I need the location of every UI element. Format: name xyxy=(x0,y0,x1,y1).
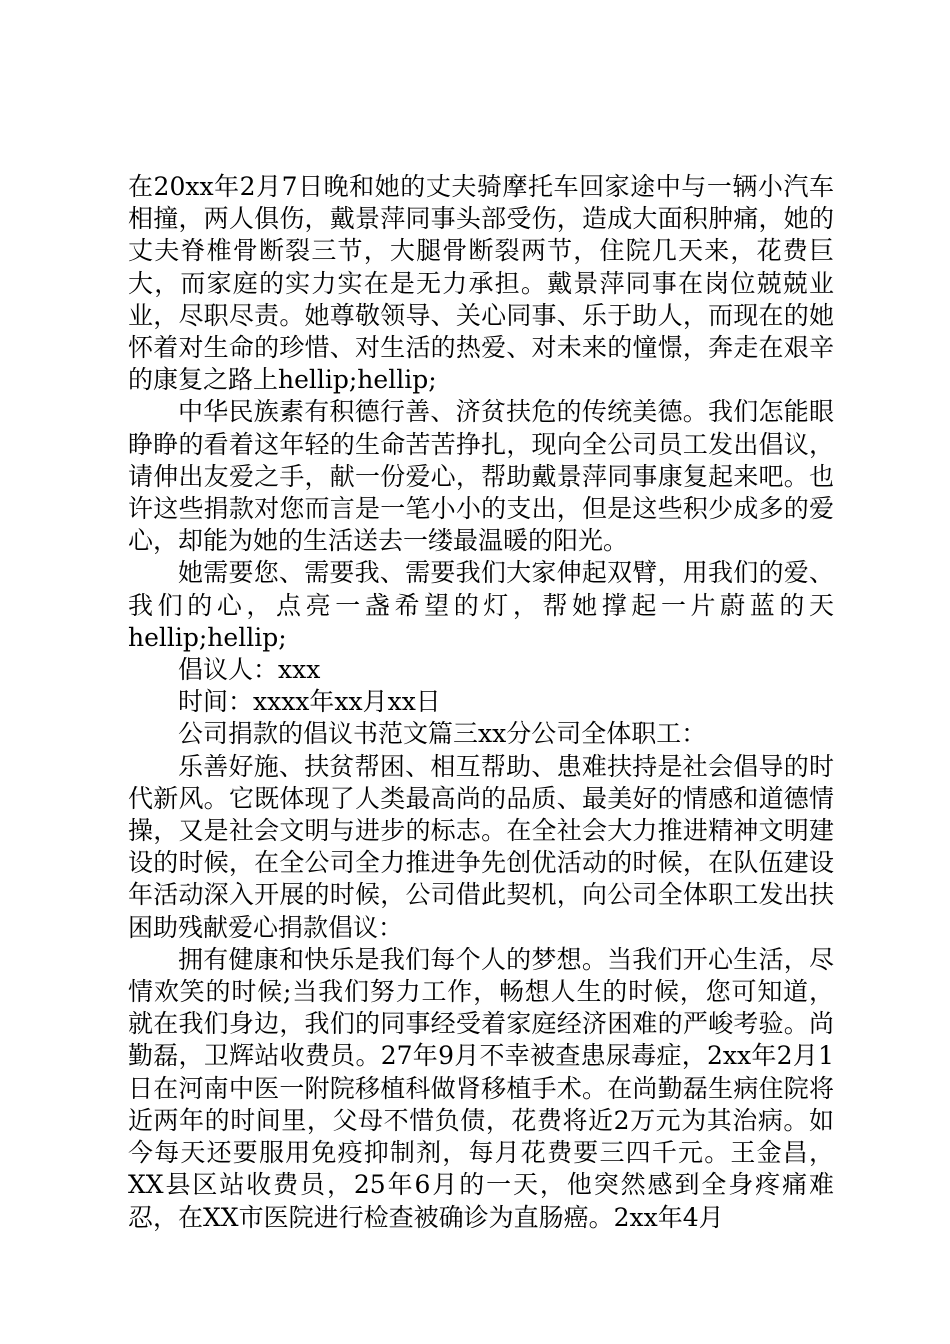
paragraph-2: 中华民族素有积德行善、济贫扶危的传统美德。我们怎能眼睁睁的看着这年轻的生命苦苦挣扎，现向全公司员工发出倡议，请伸出友爱之手，献一份爱心，帮助戴景萍同事康复起来吧。也许这些捐款对您而言是一笔小小的支出，但是这些积少成多的爱心，却能为她的生活送去一缕最温暖的阳光。 xyxy=(128,397,834,556)
date-line: 时间：xxxx年xx月xx日 xyxy=(178,687,441,717)
paragraph-8: 拥有健康和快乐是我们每个人的梦想。当我们开心生活，尽情欢笑的时候;当我们努力工作，畅想人生的时候，您可知道，就在我们身边，我们的同事经受着家庭经济困难的严峻考验。尚勤磊，卫辉站收费员。27年9月不幸被查患尿毒症，2xx年2月1日在河南中医一附院移植科做肾移植手术。在尚勤磊生病住院将近两年的时间里，父母不惜负债，花费将近2万元为其治病。如今每天还要服用免疫抑制剂，每月花费要三四千元。王金昌，XX县区站收费员，25年6月的一天，他突然感到全身疼痛难忍，在XX市医院进行检查被确诊为直肠癌。2xx年4月 xyxy=(128,944,834,1232)
initiator-line: 倡议人：xxx xyxy=(178,655,321,685)
paragraph-3: 她需要您、需要我、需要我们大家伸起双臂，用我们的爱、我们的心，点亮一盏希望的灯，帮她撑起一片蔚蓝的天hellip;hellip; xyxy=(128,558,834,652)
paragraph-7: 乐善好施、扶贫帮困、相互帮助、患难扶持是社会倡导的时代新风。它既体现了人类最高尚的品质、最美好的情感和道德情操，又是社会文明与进步的标志。在全社会大力推进精神文明建设的时候，在全公司全力推进争先创优活动的时候，在队伍建设年活动深入开展的时候，公司借此契机，向公司全体职工发出扶困助残献爱心捐款倡议： xyxy=(128,751,834,942)
document-body xyxy=(128,171,834,1234)
section-heading: 公司捐款的倡议书范文篇三xx分公司全体职工： xyxy=(178,719,707,749)
paragraph-1: 在20xx年2月7日晚和她的丈夫骑摩托车回家途中与一辆小汽车相撞，两人俱伤，戴景萍同事头部受伤，造成大面积肿痛，她的丈夫脊椎骨断裂三节，大腿骨断裂两节，住院几天来，花费巨大，而家庭的实力实在是无力承担。戴景萍同事在岗位兢兢业业，尽职尽责。她尊敬领导、关心同事、乐于助人，而现在的她怀着对生命的珍惜、对生活的热爱、对未来的憧憬，奔走在艰辛的康复之路上hellip;hellip; xyxy=(128,172,834,395)
